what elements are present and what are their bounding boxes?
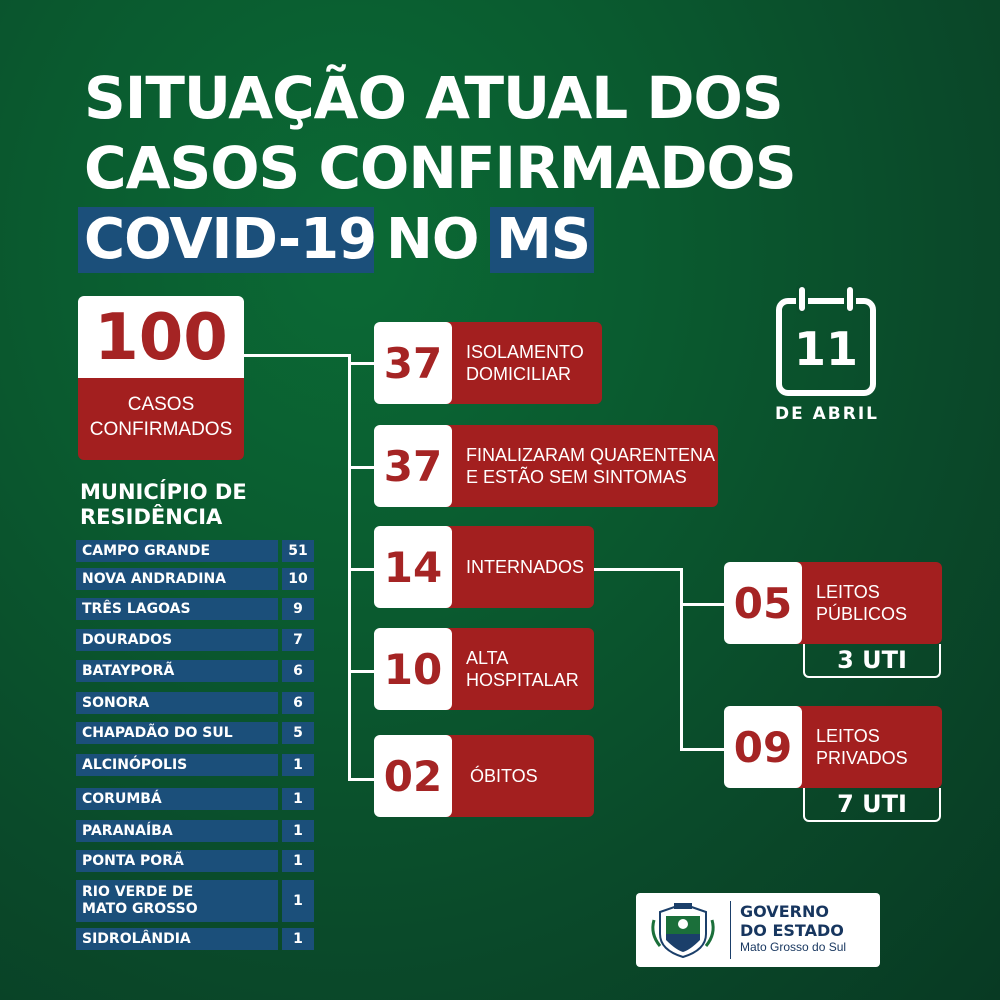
municipio-name: PONTA PORÃ (76, 850, 278, 872)
calendar-ring (796, 284, 808, 314)
municipio-name: CORUMBÁ (76, 788, 278, 810)
municipio-name: CHAPADÃO DO SUL (76, 722, 278, 744)
state-seal-icon (644, 900, 722, 960)
calendar-ring (844, 284, 856, 314)
status-label-line1: ISOLAMENTO (466, 342, 584, 362)
beds-label (796, 562, 942, 644)
title-no: NO (386, 207, 479, 272)
connector-line (680, 603, 726, 606)
status-label-line1: FINALIZARAM QUARENTENA (466, 445, 716, 465)
municipios-title-line1: MUNICÍPIO DE (80, 480, 247, 504)
municipio-name: PARANAÍBA (76, 820, 278, 842)
title-covid: COVID-19 (78, 207, 374, 273)
connector-line (244, 354, 350, 357)
total-cases-value: 100 (78, 296, 244, 378)
municipio-value: 6 (282, 660, 314, 682)
status-label (446, 322, 602, 404)
municipio-name: DOURADOS (76, 629, 278, 651)
connector-line (348, 670, 376, 673)
municipio-value: 1 (282, 850, 314, 872)
municipio-value: 51 (282, 540, 314, 562)
title-line-2: CASOS CONFIRMADOS (84, 134, 796, 202)
connector-line (348, 362, 376, 365)
municipio-name: SONORA (76, 692, 278, 714)
government-line2: DO ESTADO (740, 921, 844, 940)
government-logo (636, 893, 880, 967)
municipio-value: 1 (282, 928, 314, 950)
connector-line (348, 568, 376, 571)
beds-label-line1: LEITOS (816, 726, 880, 746)
municipio-name: TRÊS LAGOAS (76, 598, 278, 620)
municipio-value: 1 (282, 820, 314, 842)
status-label-line2: HOSPITALAR (466, 670, 579, 690)
municipios-title (80, 480, 280, 530)
municipio-value: 1 (282, 880, 314, 922)
municipio-name: BATAYPORÃ (76, 660, 278, 682)
government-state: Mato Grosso do Sul (740, 940, 847, 954)
beds-label-line1: LEITOS (816, 582, 880, 602)
status-label (446, 628, 594, 710)
status-label (446, 425, 718, 507)
beds-value: 09 (724, 706, 802, 788)
connector-line (348, 778, 376, 781)
municipio-name: ALCINÓPOLIS (76, 754, 278, 776)
municipio-name: SIDROLÂNDIA (76, 928, 278, 950)
municipio-name: RIO VERDE DE MATO GROSSO (76, 880, 278, 922)
connector-line (680, 748, 726, 751)
connector-line (592, 568, 682, 571)
status-label-line2: E ESTÃO SEM SINTOMAS (466, 467, 687, 487)
municipio-value: 6 (282, 692, 314, 714)
calendar-day: 11 (793, 322, 858, 376)
beds-value: 05 (724, 562, 802, 644)
beds-label-line2: PRIVADOS (816, 748, 908, 768)
municipio-value: 10 (282, 568, 314, 590)
connector-line (348, 466, 376, 469)
government-name (740, 902, 844, 940)
status-label (446, 735, 594, 817)
connector-line (348, 354, 351, 780)
title-ms: MS (490, 207, 594, 273)
uti-badge: 3 UTI (803, 644, 941, 678)
title-line-1: SITUAÇÃO ATUAL DOS (84, 64, 783, 132)
status-value: 37 (374, 425, 452, 507)
municipio-value: 1 (282, 788, 314, 810)
total-label-line2: CONFIRMADOS (89, 419, 233, 440)
status-label-line2: DOMICILIAR (466, 364, 572, 384)
status-value: 37 (374, 322, 452, 404)
municipio-value: 9 (282, 598, 314, 620)
calendar-icon (776, 298, 876, 396)
status-value: 02 (374, 735, 452, 817)
municipio-value: 7 (282, 629, 314, 651)
status-label-line1: INTERNADOS (466, 557, 585, 577)
municipio-name: NOVA ANDRADINA (76, 568, 278, 590)
total-cases-label (78, 378, 244, 460)
status-value: 14 (374, 526, 452, 608)
uti-badge: 7 UTI (803, 788, 941, 822)
total-label-line1: CASOS (127, 394, 195, 415)
municipio-name: CAMPO GRANDE (76, 540, 278, 562)
calendar-label: DE ABRIL (774, 404, 879, 424)
municipios-title-line2: RESIDÊNCIA (80, 505, 223, 529)
municipio-value: 5 (282, 722, 314, 744)
government-line1: GOVERNO (740, 902, 829, 921)
beds-label-line2: PÚBLICOS (816, 604, 908, 624)
connector-line (680, 568, 683, 750)
status-label (446, 526, 594, 608)
status-label-line1: ÓBITOS (470, 766, 538, 786)
status-label-line1: ALTA (466, 648, 509, 668)
status-value: 10 (374, 628, 452, 710)
logo-separator (730, 901, 731, 959)
municipio-value: 1 (282, 754, 314, 776)
beds-label (796, 706, 942, 788)
